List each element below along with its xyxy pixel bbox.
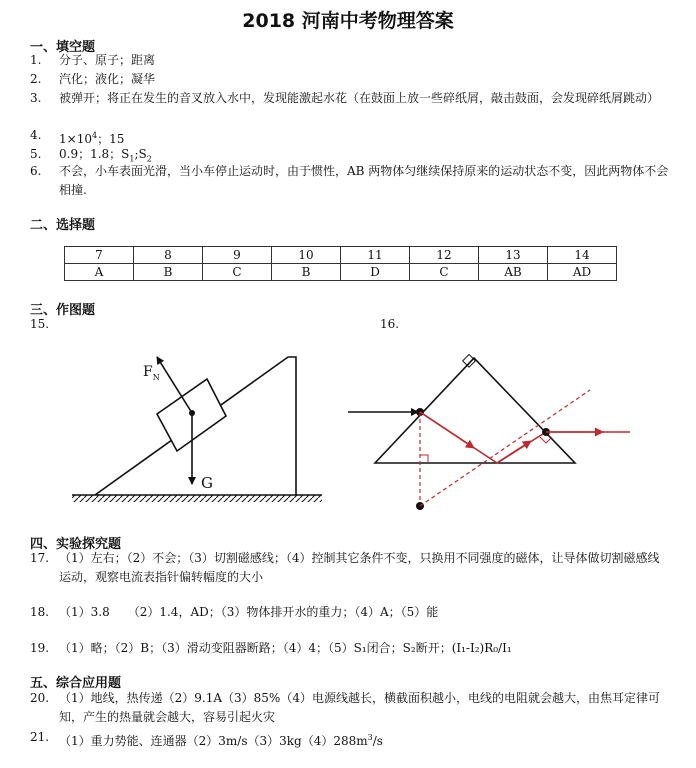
- ray-inside-1-arrow: [420, 412, 474, 448]
- question-15-number: 15.: [30, 317, 50, 331]
- table-cell: 11: [341, 247, 410, 264]
- section-fill-in-heading: 一、填空题: [30, 40, 96, 55]
- item-number: 5.: [30, 147, 42, 161]
- table-cell: C: [410, 264, 479, 281]
- page-title: 2018 河南中考物理答案: [242, 10, 454, 32]
- table-cell: 10: [272, 247, 341, 264]
- dashed-extension: [420, 390, 590, 506]
- table-cell: 13: [479, 247, 548, 264]
- table-cell: C: [203, 264, 272, 281]
- table-cell: 7: [65, 247, 134, 264]
- table-cell: AD: [548, 264, 617, 281]
- item-text: 汽化；液化；凝华: [59, 72, 156, 86]
- item-text: $1\times 10^4$；15: [59, 131, 125, 146]
- apex-right-angle-square: [463, 354, 476, 367]
- item-number: 18.: [30, 605, 50, 619]
- item-number: 6.: [30, 164, 42, 178]
- item-text: （1）3.8 （2）1.4，AD；（3）物体排开水的重力；（4）A；（5）能: [59, 605, 439, 619]
- item-number: 19.: [30, 641, 50, 655]
- table-cell: A: [65, 264, 134, 281]
- table-cell: 9: [203, 247, 272, 264]
- table-cell: 8: [134, 247, 203, 264]
- item-text: 分子、原子；距离: [59, 53, 156, 67]
- answer-item: [30, 639, 670, 658]
- item-number: 2.: [30, 72, 42, 86]
- right-angle-mark: [420, 455, 428, 463]
- item-text: （1）左右；（2）不会；（3）切割磁感线；（4）控制其它条件不变，只换用不同强度的磁体，让导体做切割磁感线运动，观察电流表指针偏转幅度的大小: [59, 551, 660, 584]
- item-text: （1）略；（2）B；（3）滑动变阻器断路；（4）4；（5）S₁闭合；S₂断开；(I₁-I₂)R₀/I₁: [59, 641, 512, 655]
- table-cell: B: [134, 264, 203, 281]
- prism: [375, 358, 575, 463]
- item-text: （1）重力势能、连通器$(2)3m/s(3)3kg(4)288m^3/s$: [59, 733, 383, 748]
- item-number: 17.: [30, 551, 50, 565]
- item-number: 3.: [30, 91, 42, 105]
- question-16-number: 16.: [380, 317, 400, 331]
- item-text: （1）地线，热传递（2）9.1A（3）85%（4）电源线越长，横截面积越小，电线的电阻就会越大，由焦耳定律可知，产生的热量就会越大，容易引起火灾: [59, 691, 660, 724]
- answer-item: [30, 549, 670, 587]
- section-drawing-heading: 三、作图题: [30, 303, 96, 318]
- table-cell: AB: [479, 264, 548, 281]
- answer-item: [30, 603, 670, 622]
- item-number: 21.: [30, 730, 50, 744]
- ray-inside-2-arrow: [497, 441, 531, 463]
- section-experiment-heading: 四、实验探究题: [30, 537, 122, 552]
- normal-force-label: $F_N$: [143, 364, 160, 382]
- item-text: 0.9；1.8；$S_1;S_2$: [59, 147, 152, 164]
- section-choice-heading: 二、选择题: [30, 218, 96, 233]
- item-number: 4.: [30, 128, 42, 142]
- table-cell: 12: [410, 247, 479, 264]
- table-cell: 14: [548, 247, 617, 264]
- answer-item: [30, 689, 670, 727]
- item-number: 1.: [30, 53, 42, 67]
- section-application-heading: 五、综合应用题: [30, 676, 122, 691]
- item-text: 被弹开；将正在发生的音叉放入水中，发现能激起水花（在鼓面上放一些碎纸屑，敲击鼓面，会发现碎纸屑跳动）: [59, 91, 660, 105]
- item-number: 20.: [30, 691, 50, 705]
- gravity-label: G: [201, 474, 213, 492]
- item-text: 不会，小车表面光滑，当小车停止运动时，由于惯性，AB 两物体匀继续保持原来的运动状态不变，因此两物体不会相撞.: [59, 164, 669, 197]
- table-cell: D: [341, 264, 410, 281]
- answer-item: [30, 728, 670, 751]
- table-cell: B: [272, 264, 341, 281]
